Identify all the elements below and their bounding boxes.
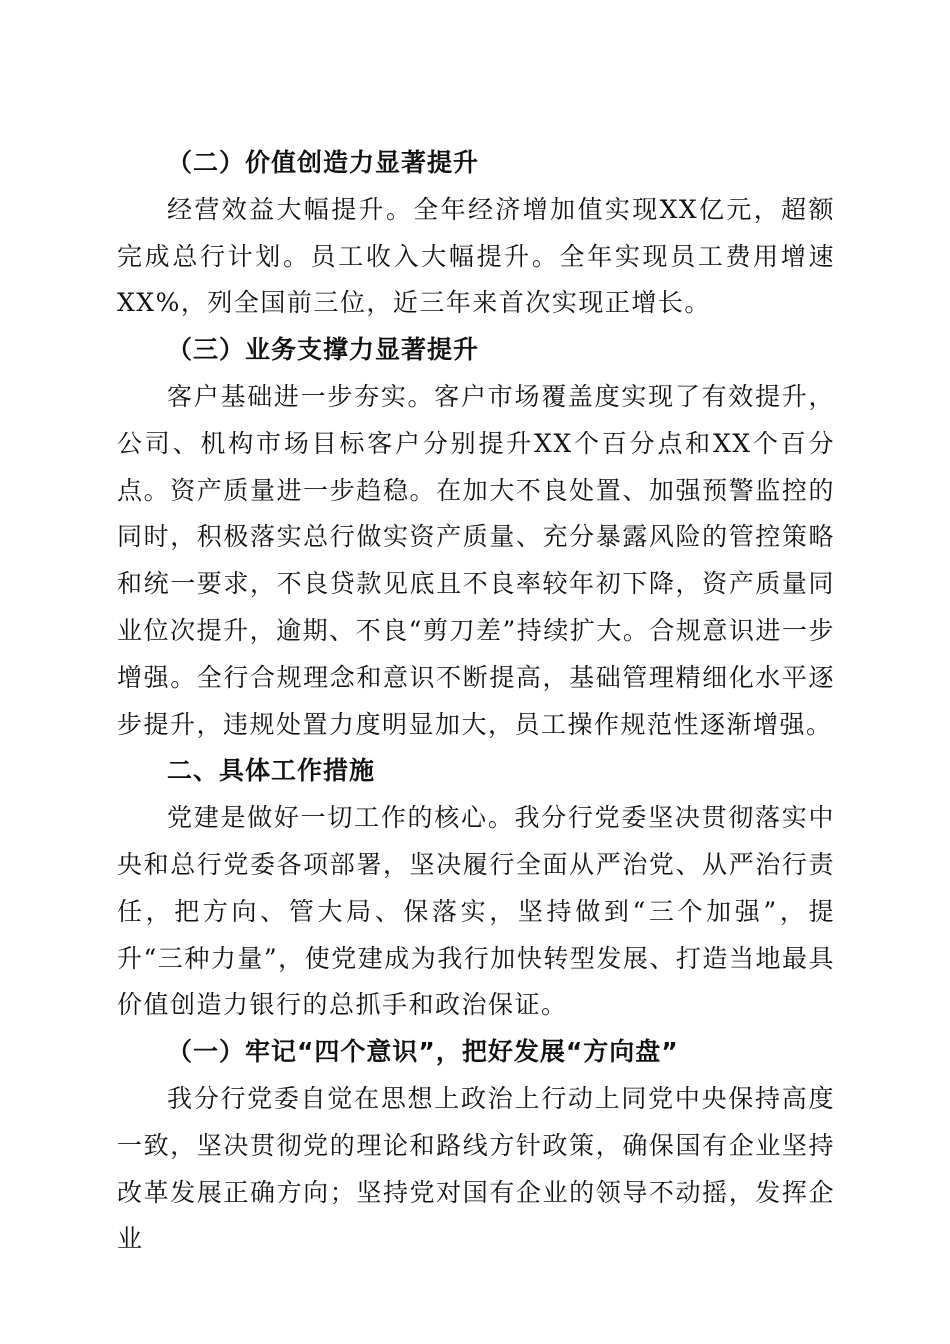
section-heading-work-measures: 二、具体工作措施 bbox=[167, 756, 376, 786]
paragraph-customer-base: 客户基础进一步夯实。客户市场覆盖度实现了有效提升，公司、机构市场目标客户分别提升XX个百分点和XX个百分点。资产质量进一步趋稳。在加大不良处置、加强预警监控的同时，积极落实总行做实资产质量、充分暴露风险的管控策略和统一要求，不良贷款见底且不良率较年初下降，资产质量同业位次提升，逾期、不良“剪刀差”持续扩大。合规意识进一步增强。全行合规理念和意识不断提高，基础管理精细化水平逐步提升，违规处置力度明显加大，员工操作规范性逐渐增强。 bbox=[117, 381, 835, 739]
subheading-value-creation: （二）价值创造力显著提升 bbox=[167, 148, 480, 177]
subheading-business-support: （三）业务支撑力显著提升 bbox=[167, 335, 480, 365]
subheading-four-consciousness: （一）牢记“四个意识”，把好发展“方向盘” bbox=[167, 1037, 679, 1067]
paragraph-operating-benefits: 经营效益大幅提升。全年经济增加值实现XX亿元，超额完成总行计划。员工收入大幅提升。全年实现员工费用增速XX%，列全国前三位，近三年来首次实现正增长。 bbox=[117, 194, 835, 318]
document-body bbox=[117, 140, 835, 1263]
paragraph-party-building: 党建是做好一切工作的核心。我分行党委坚决贯彻落实中央和总行党委各项部署，坚决履行全面从严治党、从严治行责任，把方向、管大局、保落实，坚持做到“三个加强”，提升“三种力量”，使党建成为我行加快转型发展、打造当地最具价值创造力银行的总抓手和政治保证。 bbox=[117, 803, 835, 1020]
paragraph-party-committee: 我分行党委自觉在思想上政治上行动上同党中央保持高度一致，坚决贯彻党的理论和路线方针政策，确保国有企业坚持改革发展正确方向；坚持党对国有企业的领导不动摇，发挥企业 bbox=[117, 1083, 835, 1254]
